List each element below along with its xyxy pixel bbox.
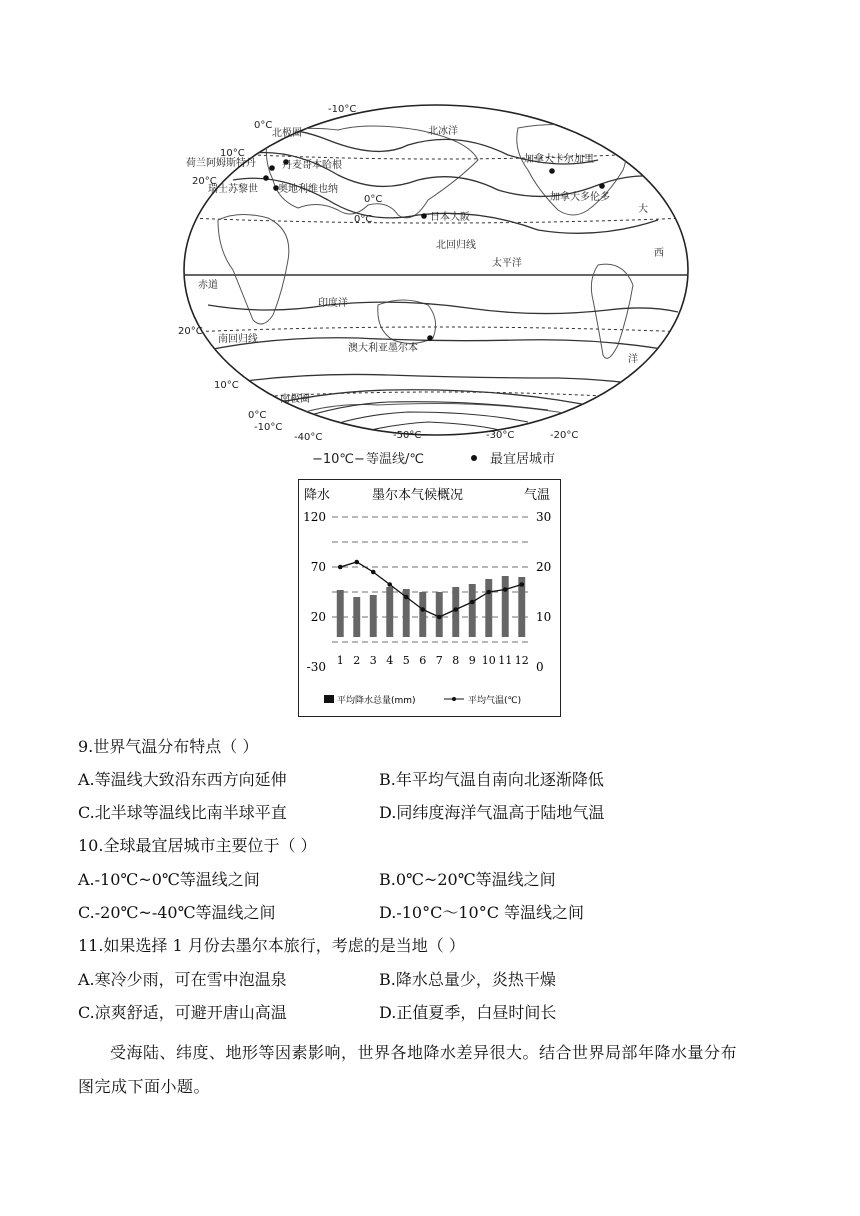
isotherm-label: 0°C [254,120,273,131]
temperature-point [338,565,343,570]
city-label: 荷兰阿姆斯特丹 [186,158,256,169]
chart-title: 墨尔本气候概况 [372,488,464,503]
antarctic-circle-label: 南极圈 [280,394,310,405]
question-10-option-a: A.-10℃~0℃等温线之间 [78,870,260,889]
precip-bar [337,590,344,637]
month-label: 5 [402,654,410,667]
left-tick-label: 120 [303,510,326,524]
precip-bar [386,587,393,637]
question-11-option-c: C.凉爽舒适，可避开唐山高温 [78,1003,287,1022]
precip-bar [469,584,476,637]
isotherm-label: -10°C [254,422,283,433]
legend-line-label: 平均气温(℃) [468,696,522,706]
isotherm-label: 10°C [214,380,239,391]
month-label: 2 [353,654,361,667]
temperature-point [371,570,376,575]
month-label: 3 [369,654,377,667]
melbourne-climate-chart [298,479,561,717]
city-marker [269,165,275,171]
right-axis-label: 气温 [524,488,551,503]
question-9-option-b: B.年平均气温自南向北逐渐降低 [379,770,604,789]
question-11-option-d: D.正值夏季，白昼时间长 [379,1003,557,1022]
left-tick-label: -30 [306,660,326,674]
question-10-option-d: D.-10°C～10°C 等温线之间 [379,903,585,922]
month-label: 7 [435,654,443,667]
legend-line-dot [452,697,456,701]
question-10-option-b: B.0℃~20℃等温线之间 [379,870,556,889]
legend-city-label: 最宜居城市 [490,452,556,467]
city-marker [549,168,555,174]
left-tick-label: 20 [310,610,326,624]
month-label: 4 [386,654,394,667]
city-marker [599,183,605,189]
month-label: 6 [419,654,427,667]
question-9-option-a: A.等温线大致沿东西方向延伸 [78,770,287,789]
indian-ocean-label: 印度洋 [318,298,348,309]
city-marker [427,335,433,341]
month-label: 12 [514,654,529,667]
intro-passage [78,1036,790,1104]
precip-bar [502,576,509,637]
isotherm-line [268,402,548,430]
tropic-cancer-label: 北回归线 [436,240,476,251]
precip-bar [436,592,443,637]
precip-bar [370,595,377,637]
atlantic-label: 大 [638,204,648,215]
temperature-point [519,582,524,587]
precip-bar [452,587,459,637]
right-tick-label: 20 [536,560,552,574]
isotherm-label: -10°C [328,104,357,115]
question-9-stem: 9.世界气温分布特点（ ） [78,737,259,756]
isotherm-label: 0°C [364,194,383,205]
temperature-point [470,600,475,605]
precip-bar [485,579,492,637]
intro-passage-line: 图完成下面小题。 [78,1077,211,1096]
question-11-option-a: A.寒冷少雨，可在雪中泡温泉 [78,970,287,989]
isotherm-line [208,302,678,313]
city-marker [421,213,427,219]
question-11-stem: 11.如果选择 1 月份去墨尔本旅行，考虑的是当地（ ） [78,936,465,955]
month-label: 11 [498,654,513,667]
isotherm-label: 0°C [248,410,267,421]
city-label: 日本大阪 [430,212,470,223]
isotherm-label: -30°C [486,430,515,441]
city-label: 加拿大多伦多 [550,192,610,203]
question-10-option-c: C.-20℃~-40℃等温线之间 [78,903,276,922]
city-label: 澳大利亚墨尔本 [348,343,418,354]
temperature-point [420,607,425,612]
pacific-ocean-label: 太平洋 [492,258,522,269]
legend-isotherm-sample: −10℃− [312,452,365,467]
right-tick-label: 0 [536,660,544,674]
temperature-point [503,587,508,592]
isotherm-label: -40°C [294,432,323,443]
precip-bar [353,597,360,637]
atlantic-label: 西 [654,248,664,259]
question-11-option-b: B.降水总量少，炎热干燥 [379,970,556,989]
question-10-stem: 10.全球最宜居城市主要位于（ ） [78,836,317,855]
intro-passage-line: 受海陆、纬度、地形等因素影响，世界各地降水差异很大。结合世界局部年降水量分布 [110,1043,738,1062]
temperature-point [387,582,392,587]
left-axis-label: 降水 [304,488,331,503]
city-label: 加拿大卡尔加里 [524,154,594,165]
city-label: 瑞士苏黎世 [208,184,258,195]
city-label: 奥地利维也纳 [278,184,338,195]
isotherm-label: 0°C [354,214,373,225]
isotherm-label: -20°C [550,430,579,441]
city-marker [263,175,269,181]
arctic-circle-label: 北极圈 [272,128,302,139]
world-isotherm-map [178,100,698,475]
arctic-ocean-label: 北冰洋 [428,126,458,137]
australia-outline [378,300,436,344]
atlantic-label: 洋 [628,354,638,365]
isotherm-line [218,374,668,390]
temperature-point [453,607,458,612]
temperature-point [437,615,442,620]
legend-city-dot [471,455,477,461]
question-9-option-c: C.北半球等温线比南半球平直 [78,803,287,822]
temperature-point [404,595,409,600]
isotherm-line [208,338,668,350]
legend-bar-label: 平均降水总量(mm) [337,696,416,706]
tropic-capricorn-label: 南回归线 [218,334,258,345]
question-9-option-d: D.同纬度海洋气温高于陆地气温 [379,803,605,822]
temperature-point [354,560,359,565]
precip-bar [419,592,426,637]
isotherm-label: 10°C [220,148,245,159]
left-tick-label: 70 [310,560,326,574]
isotherm-label: 20°C [192,176,217,187]
tropic-capricorn-line [188,327,688,332]
right-tick-label: 30 [536,510,552,524]
temperature-line [340,562,522,617]
month-label: 9 [468,654,476,667]
month-label: 10 [481,654,496,667]
month-label: 8 [452,654,460,667]
isotherm-label: 20°C [178,326,203,337]
city-label: 丹麦哥本哈根 [282,160,342,171]
month-label: 1 [336,654,344,667]
map-frame [184,105,688,435]
isotherm-label: -50°C [393,430,422,441]
legend-bar-swatch [324,695,334,703]
equator-label: 赤道 [198,280,218,291]
temperature-point [486,590,491,595]
legend-isotherm-label: 等温线/℃ [366,452,424,467]
right-tick-label: 10 [536,610,552,624]
